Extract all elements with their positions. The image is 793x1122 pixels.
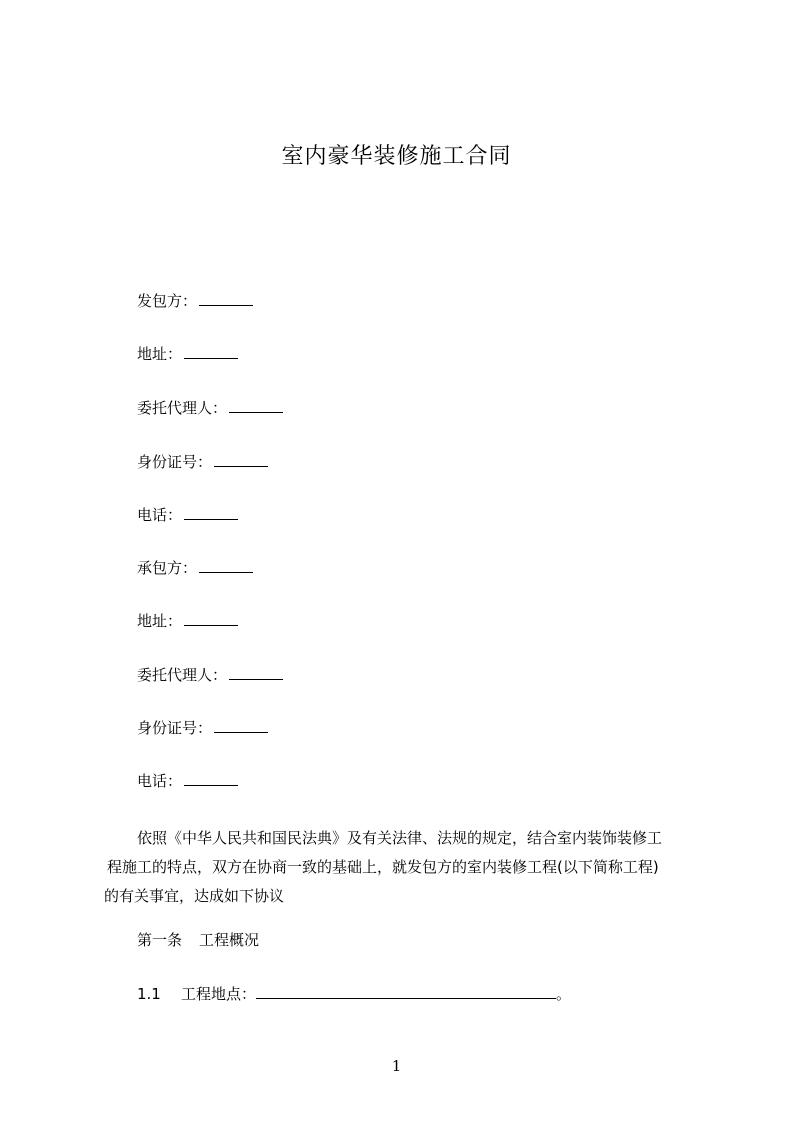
intro-paragraph	[104, 824, 704, 911]
fill-in-blank	[229, 398, 283, 413]
fill-in-blank	[214, 718, 268, 733]
contractor-field	[137, 558, 253, 578]
client-field	[137, 291, 253, 311]
field-label: 电话：	[137, 772, 183, 790]
fill-in-blank	[214, 452, 268, 467]
fill-in-blank	[199, 291, 253, 306]
fill-in-blank	[199, 558, 253, 573]
client-id-field	[137, 452, 268, 472]
field-label: 电话：	[137, 506, 183, 524]
clause-1-1	[137, 984, 571, 1004]
fill-in-blank	[256, 984, 556, 999]
client-phone-field	[137, 505, 238, 525]
document-title: 室内豪华装修施工合同	[281, 144, 512, 169]
field-label: 委托代理人：	[137, 399, 228, 417]
contractor-id-field	[137, 718, 268, 738]
field-label: 身份证号：	[137, 719, 213, 737]
fill-in-blank	[184, 344, 238, 359]
field-label: 承包方：	[137, 559, 198, 577]
clause-label: 工程地点：	[181, 985, 257, 1003]
intro-line: 程施工的特点，双方在协商一致的基础上，就发包方的室内装修工程(以下简称工程)	[107, 858, 659, 876]
clause-end: 。	[556, 985, 572, 1003]
intro-line: 依照《中华人民共和国民法典》及有关法律、法规的规定，结合室内装饰装修工	[137, 829, 663, 847]
fill-in-blank	[229, 665, 283, 680]
field-label: 地址：	[137, 612, 183, 630]
fill-in-blank	[184, 611, 238, 626]
client-address-field	[137, 344, 238, 364]
field-label: 地址：	[137, 345, 183, 363]
client-agent-field	[137, 398, 283, 418]
section-title: 工程概况	[199, 931, 260, 949]
field-label: 身份证号：	[137, 453, 213, 471]
page-number: 1	[391, 1057, 402, 1075]
fill-in-blank	[184, 771, 238, 786]
contractor-phone-field	[137, 771, 238, 791]
clause-number: 1.1	[137, 985, 161, 1003]
contractor-agent-field	[137, 665, 283, 685]
contractor-address-field	[137, 611, 238, 631]
intro-line: 的有关事宜，达成如下协议	[104, 887, 285, 905]
fill-in-blank	[184, 505, 238, 520]
field-label: 发包方：	[137, 292, 198, 310]
section-number: 第一条	[137, 931, 183, 949]
field-label: 委托代理人：	[137, 666, 228, 684]
section-heading	[137, 930, 259, 950]
